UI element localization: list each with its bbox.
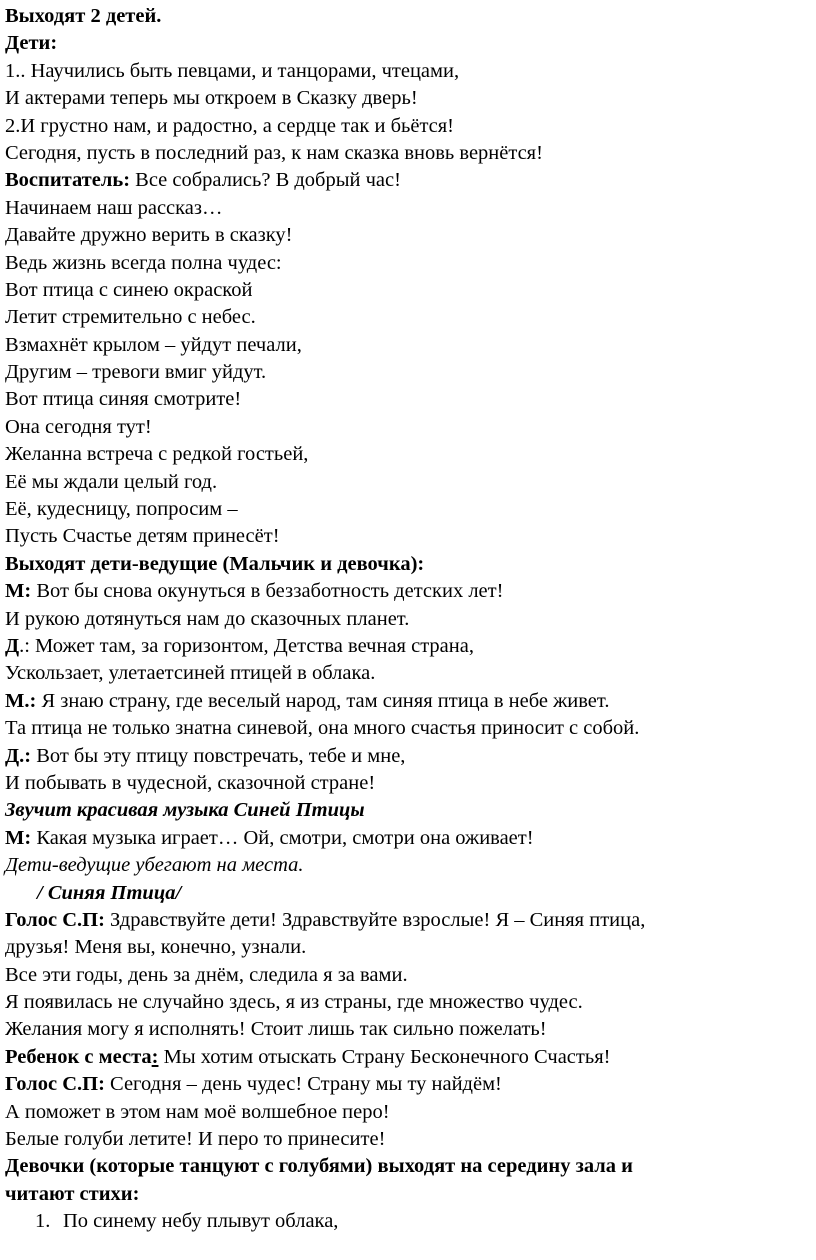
bold-text: Звучит красивая музыка Синей Птицы (5, 799, 365, 822)
bold-text: Воспитатель: (5, 169, 131, 192)
text-run: друзья! Меня вы, конечно, узнали. (5, 936, 307, 959)
text-line (5, 250, 811, 277)
text-run: Вот бы эту птицу повстречать, тебе и мне, (31, 744, 406, 767)
text-run: 2.И грустно нам, и радостно, а сердце так и бьётся! (5, 114, 455, 137)
text-line (5, 633, 811, 660)
text-line (5, 578, 811, 605)
text-line (5, 30, 811, 57)
text-line (5, 332, 811, 359)
text-line (5, 660, 811, 687)
text-line (5, 469, 811, 496)
text-line (5, 414, 811, 441)
text-line (5, 140, 811, 167)
text-line (5, 825, 811, 852)
text-line (5, 222, 811, 249)
text-line (5, 1044, 811, 1071)
text-line (5, 715, 811, 742)
text-run: И побывать в чудесной, сказочной стране! (5, 771, 376, 794)
text-line (5, 496, 811, 523)
text-line (5, 277, 811, 304)
text-line (5, 441, 811, 468)
text-line (5, 1016, 811, 1043)
text-line (5, 195, 811, 222)
text-run: Летит стремительно с небес. (5, 306, 256, 329)
text-run: Какая музыка играет… Ой, смотри, смотри она оживает! (31, 826, 534, 849)
text-line (5, 1181, 811, 1208)
text-run: Ускользает, улетаетсиней птицей в облака. (5, 662, 376, 685)
text-run: Её мы ждали целый год. (5, 470, 218, 493)
bold-text: М: (5, 580, 32, 603)
text-run: И актерами теперь мы откроем в Сказку дверь! (5, 87, 418, 110)
text-run: Вот птица синяя смотрите! (5, 388, 242, 411)
text-line (5, 743, 811, 770)
text-line (5, 907, 811, 934)
bold-text: : (151, 1045, 159, 1068)
bold-text: Дети: (5, 32, 58, 55)
list-item-number: 1. (35, 1210, 51, 1233)
text-line (5, 386, 811, 413)
bold-text: М: (5, 826, 32, 849)
bold-text: Выходят дети-ведущие (Мальчик и девочка): (5, 552, 425, 575)
text-run: Взмахнёт крылом – уйдут печали, (5, 333, 302, 356)
text-run: Белые голуби летите! И перо то принесите! (5, 1128, 386, 1151)
text-run: .: Может там, за горизонтом, Детства вечная страна, (19, 634, 474, 657)
bold-text: Д (5, 634, 20, 657)
text-line (5, 962, 811, 989)
text-line (5, 304, 811, 331)
text-run: Желания могу я исполнять! Стоит лишь так сильно пожелать! (5, 1018, 547, 1041)
text-run: Её, кудесницу, попросим – (5, 498, 238, 521)
bold-text: Ребенок с места (5, 1045, 152, 1068)
bold-text: Выходят 2 детей. (5, 5, 162, 27)
document-page (5, 3, 811, 1236)
text-run: 1.. Научились быть певцами, и танцорами, чтецами, (5, 59, 460, 82)
bold-text: Д.: (5, 744, 32, 767)
text-line (5, 113, 811, 140)
text-run: Все эти годы, день за днём, следила я за вами. (5, 963, 408, 986)
text-line (5, 880, 811, 907)
text-run: Начинаем наш рассказ… (5, 196, 223, 219)
bold-text: / Синяя Птица/ (37, 881, 182, 904)
text-line (5, 167, 811, 194)
text-run: Я знаю страну, где веселый народ, там синяя птица в небе живет. (36, 689, 610, 712)
text-line (5, 1071, 811, 1098)
text-line (5, 85, 811, 112)
text-run: Здравствуйте дети! Здравствуйте взрослые! Я – Синяя птица, (104, 908, 646, 931)
text-line (5, 3, 811, 30)
text-run: Давайте дружно верить в сказку! (5, 224, 293, 247)
text-line (5, 1099, 811, 1126)
text-line (5, 852, 811, 879)
text-line (5, 989, 811, 1016)
text-line (5, 359, 811, 386)
text-run: Вот бы снова окунуться в беззаботность детских лет! (31, 580, 504, 603)
text-run: Другим – тревоги вмиг уйдут. (5, 361, 267, 384)
bold-text: Голос С.П: (5, 1073, 105, 1096)
bold-text: Голос С.П: (5, 908, 105, 931)
text-run: Сегодня, пусть в последний раз, к нам сказка вновь вернётся! (5, 141, 543, 164)
text-line (5, 606, 811, 633)
text-line (5, 797, 811, 824)
text-run: Сегодня – день чудес! Страну мы ту найдём! (104, 1073, 502, 1096)
document-body (5, 3, 811, 1208)
text-run: Ведь жизнь всегда полна чудес: (5, 251, 282, 274)
text-run: Желанна встреча с редкой гостьей, (5, 443, 309, 466)
text-line (5, 770, 811, 797)
text-line (5, 688, 811, 715)
text-run: А поможет в этом нам моё волшебное перо! (5, 1100, 390, 1123)
list-item-text: По синему небу плывут облака, (63, 1210, 339, 1233)
text-run: Вот птица с синею окраской (5, 278, 253, 301)
text-line (5, 523, 811, 550)
bold-text: читают стихи: (5, 1182, 140, 1205)
text-line (5, 58, 811, 85)
text-run: И рукою дотянуться нам до сказочных планет. (5, 607, 410, 630)
numbered-list-item (5, 1208, 811, 1235)
text-run: Та птица не только знатна синевой, она много счастья приносит с собой. (5, 717, 640, 740)
text-run: Мы хотим отыскать Страну Бесконечного Счастья! (158, 1045, 611, 1068)
text-line (5, 1153, 811, 1180)
bold-text: Девочки (которые танцуют с голубями) выходят на середину зала и (5, 1155, 633, 1178)
text-line (5, 934, 811, 961)
text-line (5, 551, 811, 578)
text-line (5, 1126, 811, 1153)
bold-text: М.: (5, 689, 37, 712)
italic-text: Дети-ведущие убегают на места. (5, 854, 304, 877)
text-run: Она сегодня тут! (5, 415, 152, 438)
text-run: Я появилась не случайно здесь, я из страны, где множество чудес. (5, 991, 583, 1014)
text-run: Все собрались? В добрый час! (130, 169, 401, 192)
text-run: Пусть Счастье детям принесёт! (5, 525, 280, 548)
